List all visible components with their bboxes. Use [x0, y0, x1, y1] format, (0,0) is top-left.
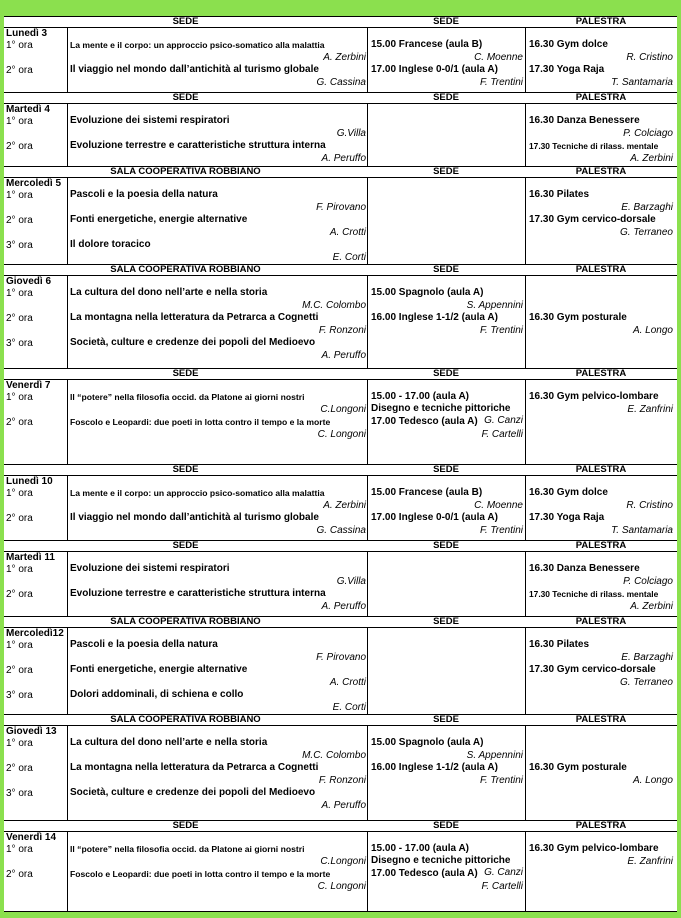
- hour-label: 2° ora: [6, 417, 33, 428]
- schedule-page: [4, 16, 677, 912]
- course-title: La montagna nella letteratura da Petrarca a Cognetti: [70, 762, 319, 773]
- column-divider: [525, 275, 526, 368]
- course-title: Evoluzione terrestre e caratteristiche struttura interna: [70, 588, 326, 599]
- sede-course: 15.00 - 17.00 (aula A): [371, 391, 470, 402]
- header-palestra: PALESTRA: [575, 714, 627, 725]
- course-title: Fonti energetiche, energie alternative: [70, 214, 248, 225]
- day-block: [4, 379, 677, 464]
- teacher-name: A. Zerbini: [323, 52, 366, 63]
- gym-teacher: R. Cristino: [626, 500, 673, 511]
- day-block: [4, 725, 677, 820]
- teacher-name: A. Peruffo: [321, 800, 366, 811]
- teacher-name: F. Ronzoni: [318, 325, 366, 336]
- hour-label: 1° ora: [6, 116, 33, 127]
- header-left: SEDE: [172, 540, 199, 551]
- gym-course: 16.30 Pilates: [529, 189, 590, 200]
- gym-teacher: A. Longo: [632, 325, 673, 336]
- header-left: SEDE: [172, 92, 199, 103]
- header-sede: SEDE: [433, 16, 459, 27]
- gym-course: 16.30 Gym pelvico-lombare: [529, 391, 659, 402]
- sede-teacher: F. Trentini: [480, 77, 523, 88]
- header-palestra: PALESTRA: [575, 166, 627, 177]
- hour-label: 2° ora: [6, 665, 33, 676]
- header-left: SEDE: [172, 368, 199, 379]
- column-divider: [525, 725, 526, 820]
- hour-label: 2° ora: [6, 215, 33, 226]
- sede-course-detail: Disegno e tecniche pittoriche: [371, 855, 511, 866]
- sede-teacher: C. Moenne: [474, 500, 523, 511]
- hour-label: 1° ora: [6, 488, 33, 499]
- sede-course: 15.00 Spagnolo (aula A): [371, 737, 484, 748]
- sede-course: 16.00 Inglese 1-1/2 (aula A): [371, 762, 498, 773]
- column-divider: [525, 27, 526, 92]
- sede-teacher: F. Trentini: [480, 325, 523, 336]
- hour-label: 2° ora: [6, 763, 33, 774]
- hour-label: 1° ora: [6, 640, 33, 651]
- day-block: [4, 103, 677, 166]
- header-left: SALA COOPERATIVA ROBBIANO: [110, 166, 261, 177]
- gym-course: 16.30 Gym posturale: [529, 312, 627, 323]
- course-title: Società, culture e credenze dei popoli del Medioevo: [70, 787, 316, 798]
- day-label: Mercoledì12: [6, 628, 64, 639]
- column-divider: [67, 275, 68, 368]
- teacher-name: G. Cassina: [316, 77, 366, 88]
- hour-label: 2° ora: [6, 869, 33, 880]
- course-title: Il viaggio nel mondo dall’antichità al turismo globale: [70, 64, 319, 75]
- teacher-name: G.Villa: [336, 576, 366, 587]
- column-divider: [367, 551, 368, 616]
- sede-course: 15.00 Francese (aula B): [371, 39, 483, 50]
- column-divider: [67, 831, 68, 912]
- teacher-name: A. Crotti: [329, 677, 366, 688]
- header-left: SEDE: [172, 464, 199, 475]
- column-divider: [525, 627, 526, 714]
- header-sede: SEDE: [433, 540, 459, 551]
- teacher-name: C.Longoni: [320, 856, 366, 867]
- hour-label: 1° ora: [6, 190, 33, 201]
- header-left: SALA COOPERATIVA ROBBIANO: [110, 714, 261, 725]
- gym-teacher: T. Santamaria: [611, 77, 673, 88]
- column-divider: [525, 831, 526, 912]
- gym-teacher: E. Zanfrini: [627, 856, 673, 867]
- course-title: Foscolo e Leopardi: due poeti in lotta contro il tempo e la morte: [70, 417, 331, 427]
- gym-course: 16.30 Danza Benessere: [529, 115, 640, 126]
- teacher-name: C. Longoni: [317, 429, 366, 440]
- day-block: [4, 551, 677, 616]
- day-label: Lunedì 3: [6, 28, 48, 39]
- course-title: La montagna nella letteratura da Petrarca a Cognetti: [70, 312, 319, 323]
- sede-course: 15.00 Spagnolo (aula A): [371, 287, 484, 298]
- hour-label: 1° ora: [6, 40, 33, 51]
- gym-teacher: E. Barzaghi: [621, 202, 673, 213]
- gym-teacher: T. Santamaria: [611, 525, 673, 536]
- column-divider: [367, 725, 368, 820]
- day-label: Mercoledì 5: [6, 178, 62, 189]
- gym-course: 17.30 Tecniche di rilass. mentale: [529, 141, 659, 151]
- gym-course: 17.30 Gym cervico-dorsale: [529, 664, 656, 675]
- day-block: [4, 475, 677, 540]
- teacher-name: F. Ronzoni: [318, 775, 366, 786]
- column-divider: [67, 725, 68, 820]
- column-divider: [67, 627, 68, 714]
- teacher-name: A. Crotti: [329, 227, 366, 238]
- course-title: Il “potere” nella filosofia occid. da Platone ai giorni nostri: [70, 392, 305, 402]
- day-label: Martedì 11: [6, 552, 55, 563]
- teacher-name: A. Peruffo: [321, 350, 366, 361]
- sede-course: 16.00 Inglese 1-1/2 (aula A): [371, 312, 498, 323]
- teacher-name: F. Pirovano: [316, 652, 366, 663]
- gym-teacher: G. Terraneo: [620, 227, 673, 238]
- header-palestra: PALESTRA: [575, 264, 627, 275]
- column-divider: [525, 551, 526, 616]
- course-title: Pascoli e la poesia della natura: [70, 639, 218, 650]
- column-divider: [367, 475, 368, 540]
- sede-course: 15.00 - 17.00 (aula A): [371, 843, 470, 854]
- hour-label: 3° ora: [6, 690, 33, 701]
- hour-label: 3° ora: [6, 788, 33, 799]
- teacher-name: C. Longoni: [317, 881, 366, 892]
- course-title: La mente e il corpo: un approccio psico-somatico alla malattia: [70, 40, 325, 50]
- hour-label: 1° ora: [6, 288, 33, 299]
- teacher-name: E. Corti: [332, 252, 366, 263]
- gym-course: 17.30 Tecniche di rilass. mentale: [529, 589, 659, 599]
- header-left: SEDE: [172, 16, 199, 27]
- header-palestra: PALESTRA: [575, 92, 627, 103]
- sede-teacher: S. Appennini: [466, 300, 523, 311]
- header-palestra: PALESTRA: [575, 540, 627, 551]
- column-divider: [367, 627, 368, 714]
- gym-course: 17.30 Gym cervico-dorsale: [529, 214, 656, 225]
- header-left: SALA COOPERATIVA ROBBIANO: [110, 616, 261, 627]
- course-title: Evoluzione terrestre e caratteristiche struttura interna: [70, 140, 326, 151]
- gym-teacher: A. Zerbini: [630, 601, 673, 612]
- gym-teacher: G. Terraneo: [620, 677, 673, 688]
- column-divider: [525, 475, 526, 540]
- hour-label: 1° ora: [6, 844, 33, 855]
- header-sede: SEDE: [433, 616, 459, 627]
- hour-label: 2° ora: [6, 589, 33, 600]
- sede-teacher: G. Canzi: [484, 867, 523, 878]
- teacher-name: A. Peruffo: [321, 153, 366, 164]
- teacher-name: C.Longoni: [320, 404, 366, 415]
- gym-course: 16.30 Gym pelvico-lombare: [529, 843, 659, 854]
- column-divider: [67, 27, 68, 92]
- sede-teacher: F. Trentini: [480, 525, 523, 536]
- course-title: Dolori addominali, di schiena e collo: [70, 689, 244, 700]
- hour-label: 2° ora: [6, 141, 33, 152]
- column-divider: [525, 379, 526, 464]
- gym-teacher: A. Longo: [632, 775, 673, 786]
- header-sede: SEDE: [433, 714, 459, 725]
- gym-teacher: E. Barzaghi: [621, 652, 673, 663]
- course-title: Il viaggio nel mondo dall’antichità al turismo globale: [70, 512, 319, 523]
- gym-course: 17.30 Yoga Raja: [529, 64, 605, 75]
- header-sede: SEDE: [433, 820, 459, 831]
- gym-course: 16.30 Pilates: [529, 639, 590, 650]
- sede-teacher: F. Trentini: [480, 775, 523, 786]
- hour-label: 1° ora: [6, 564, 33, 575]
- teacher-name: M.C. Colombo: [302, 750, 366, 761]
- table-bottom-border: [4, 911, 677, 912]
- day-label: Martedì 4: [6, 104, 50, 115]
- teacher-name: G.Villa: [336, 128, 366, 139]
- course-title: Pascoli e la poesia della natura: [70, 189, 218, 200]
- header-palestra: PALESTRA: [575, 464, 627, 475]
- header-palestra: PALESTRA: [575, 368, 627, 379]
- teacher-name: M.C. Colombo: [302, 300, 366, 311]
- header-palestra: PALESTRA: [575, 820, 627, 831]
- day-label: Giovedì 13: [6, 726, 57, 737]
- gym-course: 16.30 Gym dolce: [529, 39, 608, 50]
- header-sede: SEDE: [433, 368, 459, 379]
- hour-label: 1° ora: [6, 738, 33, 749]
- column-divider: [367, 27, 368, 92]
- course-title: Foscolo e Leopardi: due poeti in lotta contro il tempo e la morte: [70, 869, 331, 879]
- header-sede: SEDE: [433, 464, 459, 475]
- day-block: [4, 177, 677, 264]
- hour-label: 3° ora: [6, 240, 33, 251]
- column-divider: [367, 831, 368, 912]
- hour-label: 2° ora: [6, 513, 33, 524]
- hour-label: 2° ora: [6, 313, 33, 324]
- course-title: Evoluzione dei sistemi respiratori: [70, 115, 230, 126]
- course-title: Fonti energetiche, energie alternative: [70, 664, 248, 675]
- header-left: SALA COOPERATIVA ROBBIANO: [110, 264, 261, 275]
- column-divider: [367, 177, 368, 264]
- sede-course: 17.00 Tedesco (aula A): [371, 868, 478, 879]
- sede-course: 15.00 Francese (aula B): [371, 487, 483, 498]
- course-title: La cultura del dono nell’arte e nella storia: [70, 737, 268, 748]
- column-divider: [367, 103, 368, 166]
- header-left: SEDE: [172, 820, 199, 831]
- sede-teacher: C. Moenne: [474, 52, 523, 63]
- course-title: La mente e il corpo: un approccio psico-somatico alla malattia: [70, 488, 325, 498]
- teacher-name: A. Zerbini: [323, 500, 366, 511]
- sede-course: 17.00 Tedesco (aula A): [371, 416, 478, 427]
- column-divider: [67, 103, 68, 166]
- header-sede: SEDE: [433, 166, 459, 177]
- column-divider: [367, 275, 368, 368]
- column-divider: [525, 103, 526, 166]
- course-title: Il dolore toracico: [70, 239, 151, 250]
- gym-course: 17.30 Yoga Raja: [529, 512, 605, 523]
- day-label: Venerdì 14: [6, 832, 57, 843]
- sede-teacher: F. Cartelli: [481, 881, 523, 892]
- course-title: Evoluzione dei sistemi respiratori: [70, 563, 230, 574]
- header-sede: SEDE: [433, 92, 459, 103]
- hour-label: 3° ora: [6, 338, 33, 349]
- gym-teacher: P. Colciago: [623, 576, 673, 587]
- day-label: Lunedì 10: [6, 476, 53, 487]
- gym-teacher: P. Colciago: [623, 128, 673, 139]
- gym-course: 16.30 Gym dolce: [529, 487, 608, 498]
- header-palestra: PALESTRA: [575, 16, 627, 27]
- sede-teacher: S. Appennini: [466, 750, 523, 761]
- day-block: [4, 831, 677, 912]
- header-palestra: PALESTRA: [575, 616, 627, 627]
- teacher-name: F. Pirovano: [316, 202, 366, 213]
- teacher-name: A. Peruffo: [321, 601, 366, 612]
- day-block: [4, 275, 677, 368]
- column-divider: [367, 379, 368, 464]
- column-divider: [67, 551, 68, 616]
- day-block: [4, 627, 677, 714]
- day-label: Giovedì 6: [6, 276, 52, 287]
- hour-label: 1° ora: [6, 392, 33, 403]
- column-divider: [67, 177, 68, 264]
- day-label: Venerdì 7: [6, 380, 51, 391]
- sede-course: 17.00 Inglese 0-0/1 (aula A): [371, 512, 498, 523]
- gym-teacher: R. Cristino: [626, 52, 673, 63]
- day-block: [4, 27, 677, 92]
- course-title: Società, culture e credenze dei popoli del Medioevo: [70, 337, 316, 348]
- teacher-name: G. Cassina: [316, 525, 366, 536]
- gym-teacher: A. Zerbini: [630, 153, 673, 164]
- column-divider: [525, 177, 526, 264]
- sede-course: 17.00 Inglese 0-0/1 (aula A): [371, 64, 498, 75]
- hour-label: 2° ora: [6, 65, 33, 76]
- header-sede: SEDE: [433, 264, 459, 275]
- gym-course: 16.30 Gym posturale: [529, 762, 627, 773]
- sede-teacher: F. Cartelli: [481, 429, 523, 440]
- teacher-name: E. Corti: [332, 702, 366, 713]
- column-divider: [67, 475, 68, 540]
- course-title: La cultura del dono nell’arte e nella storia: [70, 287, 268, 298]
- sede-teacher: G. Canzi: [484, 415, 523, 426]
- column-divider: [67, 379, 68, 464]
- sede-course-detail: Disegno e tecniche pittoriche: [371, 403, 511, 414]
- course-title: Il “potere” nella filosofia occid. da Platone ai giorni nostri: [70, 844, 305, 854]
- gym-teacher: E. Zanfrini: [627, 404, 673, 415]
- gym-course: 16.30 Danza Benessere: [529, 563, 640, 574]
